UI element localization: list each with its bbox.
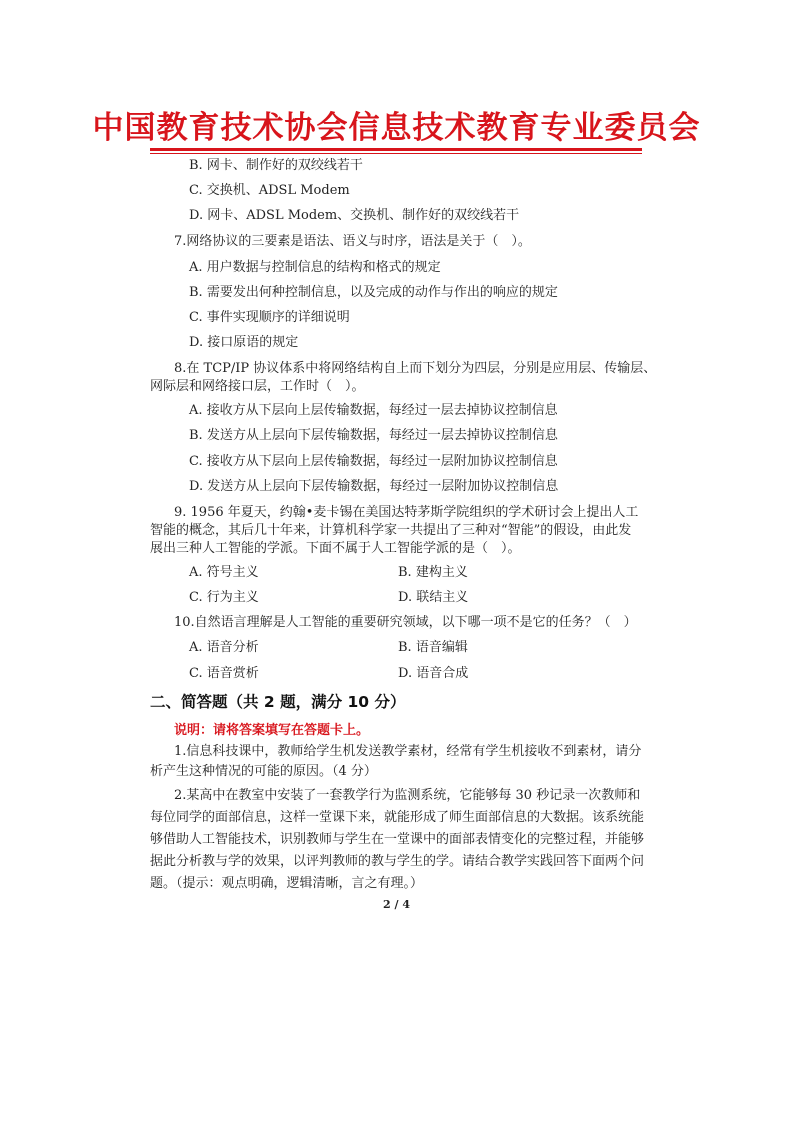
s2-q2-line1: 2.某高中在教室中安装了一套教学行为监测系统，它能够每 30 秒记录一次教师和 [174, 788, 641, 803]
q8-option-d: D. 发送方从上层向下层传输数据，每经过一层附加协议控制信息 [189, 479, 559, 494]
q6-option-d: D. 网卡、ADSL Modem、交换机、制作好的双绞线若干 [189, 208, 520, 223]
answer-note: 说明：请将答案填写在答题卡上。 [174, 723, 370, 738]
q6-option-c: C. 交换机、ADSL Modem [189, 183, 350, 198]
q7-option-a: A. 用户数据与控制信息的结构和格式的规定 [189, 260, 441, 275]
s2-q1-line1: 1.信息科技课中，教师给学生机发送教学素材，经常有学生机接收不到素材，请分 [174, 744, 642, 759]
q9-option-b: B. 建构主义 [398, 565, 468, 580]
header-title: 中国教育技术协会信息技术教育专业委员会 [92, 110, 701, 146]
header-rule-thin [150, 153, 642, 154]
page-number: 2 / 4 [383, 898, 410, 911]
q8-option-c: C. 接收方从下层向上层传输数据，每经过一层附加协议控制信息 [189, 454, 558, 469]
s2-q2-line2: 每位同学的面部信息，这样一堂课下来，就能形成了师生面部信息的大数据。该系统能 [150, 810, 645, 825]
header-rule [150, 148, 642, 151]
s2-q2-line4: 据此分析教与学的效果，以评判教师的教与学生的学。请结合教学实践回答下面两个问 [150, 854, 645, 869]
q10-stem: 10.自然语言理解是人工智能的重要研究领域，以下哪一项不是它的任务？（ ） [174, 615, 637, 630]
s2-q2-line5: 题。（提示：观点明确，逻辑清晰，言之有理。） [150, 876, 424, 891]
s2-q2-line3: 够借助人工智能技术，识别教师与学生在一堂课中的面部表情变化的完整过程，并能够 [150, 832, 645, 847]
q9-option-c: C. 行为主义 [189, 590, 259, 605]
q10-option-b: B. 语音编辑 [398, 640, 468, 655]
q9-stem-line1: 9. 1956 年夏天，约翰•麦卡锡在美国达特茅斯学院组织的学术研讨会上提出人工 [174, 505, 639, 520]
q8-stem-line2: 网际层和网络接口层，工作时（ ）。 [150, 379, 365, 394]
q10-option-a: A. 语音分析 [189, 640, 259, 655]
q10-option-d: D. 语音合成 [398, 666, 469, 681]
q9-stem-line3: 展出三种人工智能的学派。下面不属于人工智能学派的是（ ）。 [150, 541, 521, 556]
q7-option-d: D. 接口原语的规定 [189, 335, 299, 350]
q7-option-b: B. 需要发出何种控制信息，以及完成的动作与作出的响应的规定 [189, 285, 558, 300]
q9-option-a: A. 符号主义 [189, 565, 259, 580]
q8-option-b: B. 发送方从上层向下层传输数据，每经过一层去掉协议控制信息 [189, 428, 558, 443]
q6-option-b: B. 网卡、制作好的双绞线若干 [189, 158, 363, 173]
q9-stem-line2: 智能的概念，其后几十年来，计算机科学家一共提出了三种对“智能”的假设，由此发 [150, 523, 632, 538]
q8-option-a: A. 接收方从下层向上层传输数据，每经过一层去掉协议控制信息 [189, 403, 558, 418]
section2-title: 二、简答题（共 2 题，满分 10 分） [150, 693, 406, 711]
s2-q1-line2: 析产生这种情况的可能的原因。（4 分） [150, 764, 377, 779]
q8-stem-line1: 8.在 TCP/IP 协议体系中将网络结构自上而下划分为四层，分别是应用层、传输层、 [174, 361, 657, 376]
q10-option-c: C. 语音赏析 [189, 666, 259, 681]
q9-option-d: D. 联结主义 [398, 590, 469, 605]
q7-stem: 7.网络协议的三要素是语法、语义与时序，语法是关于（ ）。 [174, 234, 531, 249]
q7-option-c: C. 事件实现顺序的详细说明 [189, 310, 350, 325]
